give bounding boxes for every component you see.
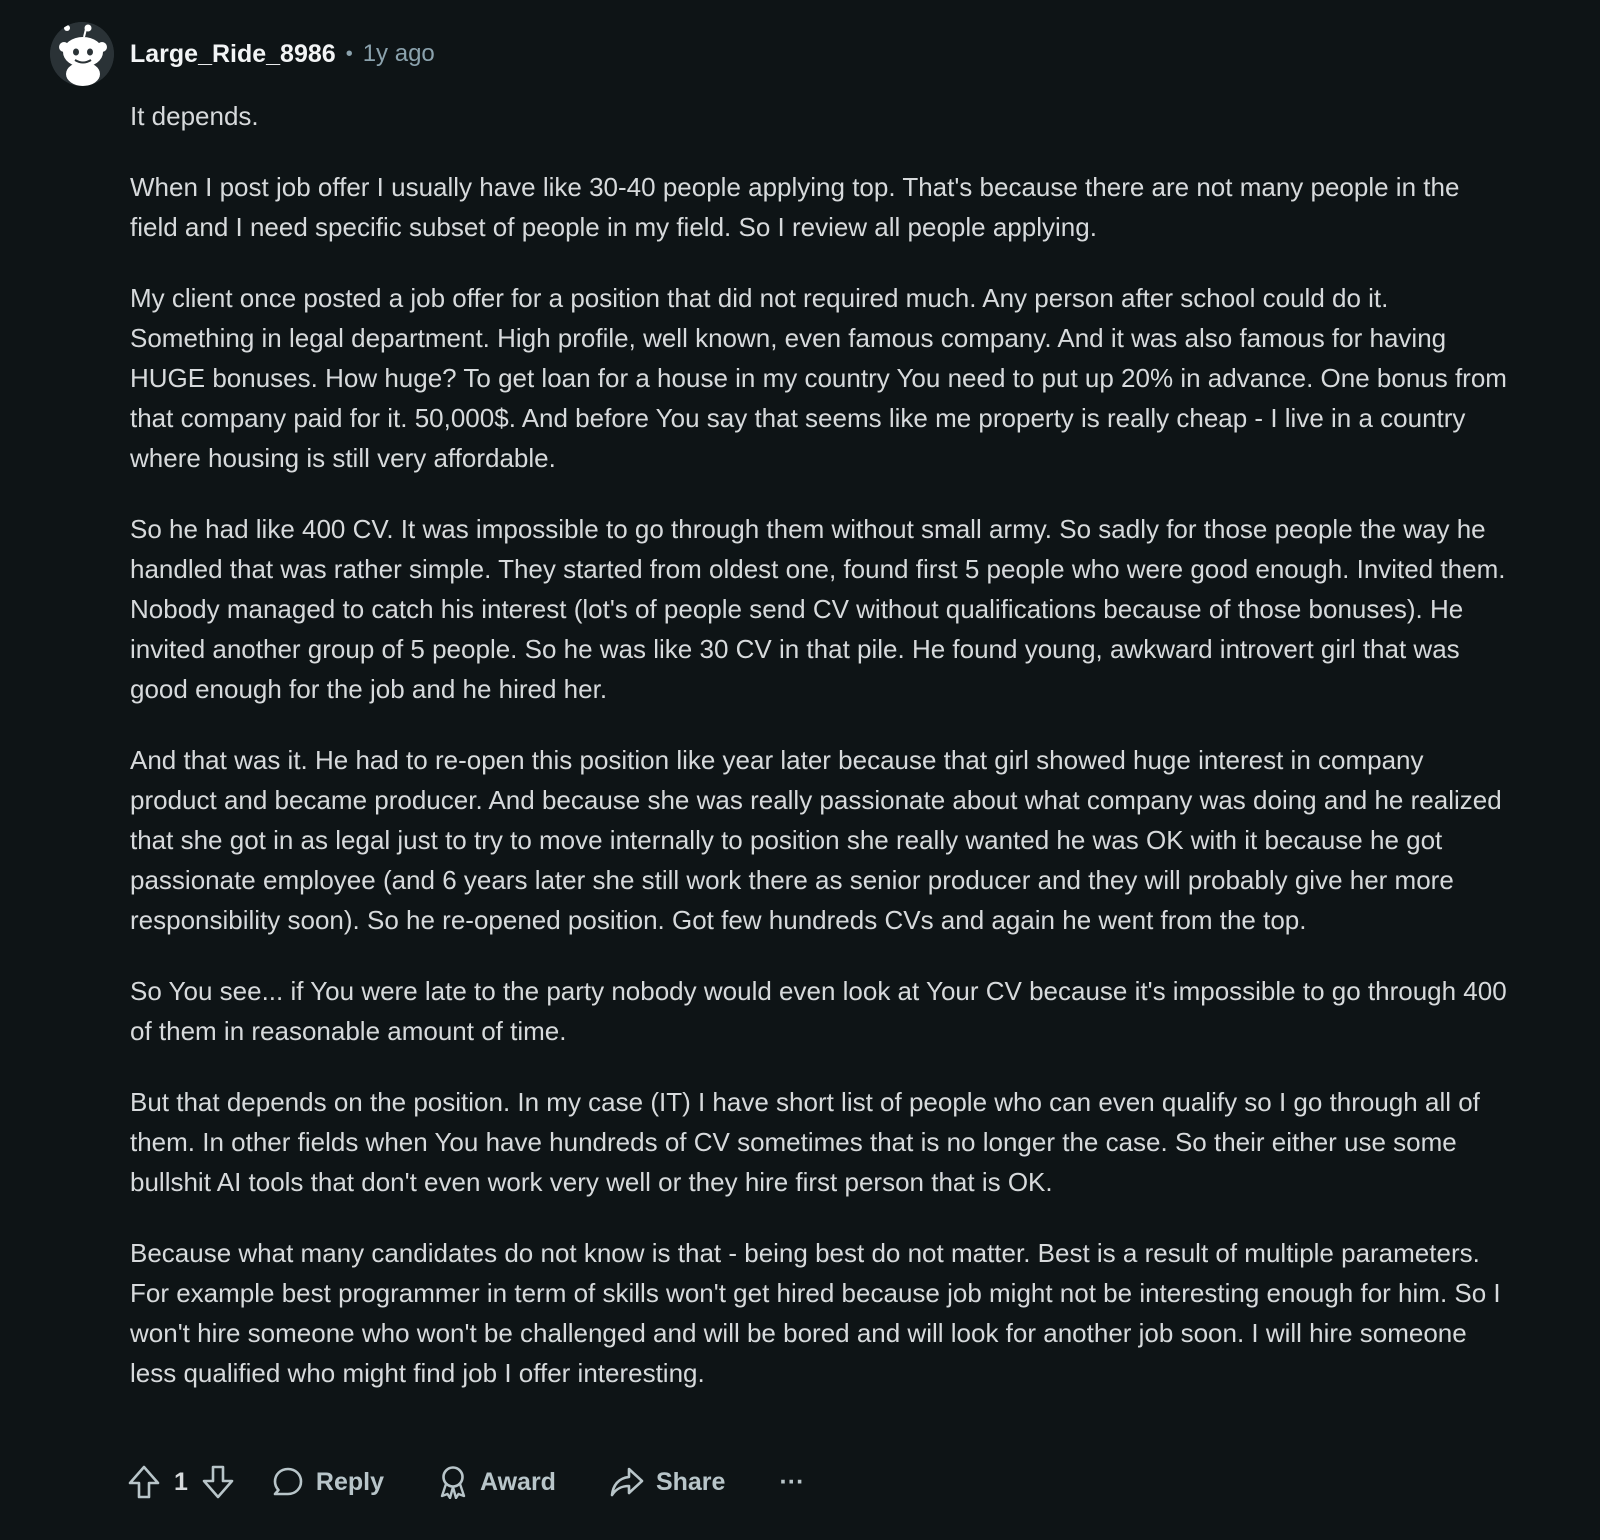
paragraph: Because what many candidates do not know is that - being best do not matter. Best is a result of multiple parameters. For example best programmer in term of skills won't get hired because job might not be interesting enough for him. So I won't hire someone who won't be challenged and will be bored and will look for another job soon. I will hire someone less qualified who might find job I offer interesting. [130, 1238, 1501, 1388]
vote-count: 1 [174, 1467, 188, 1496]
upvote-arrow-icon [128, 1465, 160, 1499]
avatar[interactable] [50, 22, 114, 86]
paragraph: When I post job offer I usually have like 30-40 people applying top. That's because there are not many people in the field and I need specific subset of people in my field. So I review all people applying. [130, 172, 1460, 242]
reply-button[interactable] [272, 1466, 384, 1498]
upvote-button[interactable] [128, 1465, 160, 1499]
paragraph: So You see... if You were late to the party nobody would even look at Your CV because it's impossible to go through 400 of them in reasonable amount of time. [130, 976, 1507, 1046]
more-options-icon: ··· [779, 1467, 805, 1496]
paragraph: And that was it. He had to re-open this position like year later because that girl showed huge interest in company product and became producer. And because she was really passionate about what company was doing and he realized that she got in as legal just to try to move internally to position she really wanted he was OK with it because he got passionate employee (and 6 years later she still work there as senior producer and they will probably give her more responsibility soon). So he re-opened position. Got few hundreds CVs and again he went from the top. [130, 745, 1502, 935]
comment-body [130, 96, 1510, 1424]
downvote-button[interactable] [202, 1465, 234, 1499]
award-label: Award [480, 1467, 556, 1496]
share-label: Share [655, 1467, 726, 1496]
award-ribbon-icon [438, 1465, 468, 1499]
paragraph: So he had like 400 CV. It was impossible to go through them without small army. So sadly for those people the way he handled that was rather simple. They started from oldest one, found first 5 people who were good enough. Invited them. Nobody managed to catch his interest (lot's of people send CV without qualifications because of those bonuses). He invited another group of 5 people. So he was like 30 CV in that pile. He found young, awkward introvert girl that was good enough for the job and he hired her. [130, 514, 1506, 704]
comment-actions [128, 1462, 804, 1502]
reply-label: Reply [315, 1467, 384, 1496]
downvote-arrow-icon [202, 1465, 234, 1499]
meta-separator: • [345, 42, 353, 65]
speech-bubble-icon [272, 1466, 304, 1498]
author-name[interactable]: Large_Ride_8986 [130, 39, 336, 68]
award-button[interactable] [438, 1465, 556, 1499]
paragraph: It depends. [130, 101, 259, 131]
comment-header [130, 38, 435, 70]
reddit-snoo-icon [50, 22, 114, 86]
more-options-button[interactable] [779, 1468, 804, 1497]
paragraph: But that depends on the position. In my case (IT) I have short list of people who can even qualify so I go through all of them. In other fields when You have hundreds of CV sometimes that is no longer the case. So their either use some bullshit AI tools that don't even work very well or they hire first person that is OK. [130, 1087, 1480, 1197]
paragraph: My client once posted a job offer for a position that did not required much. Any person after school could do it. Something in legal department. High profile, well known, even famous company. And it was also famous for having HUGE bonuses. How huge? To get loan for a house in my country You need to put up 20% in advance. One bonus from that company paid for it. 50,000$. And before You say that seems like me property is really cheap - I live in a country where housing is still very affordable. [130, 283, 1507, 473]
share-arrow-icon [610, 1466, 644, 1498]
share-button[interactable] [610, 1466, 725, 1498]
timestamp[interactable]: 1y ago [362, 40, 435, 67]
